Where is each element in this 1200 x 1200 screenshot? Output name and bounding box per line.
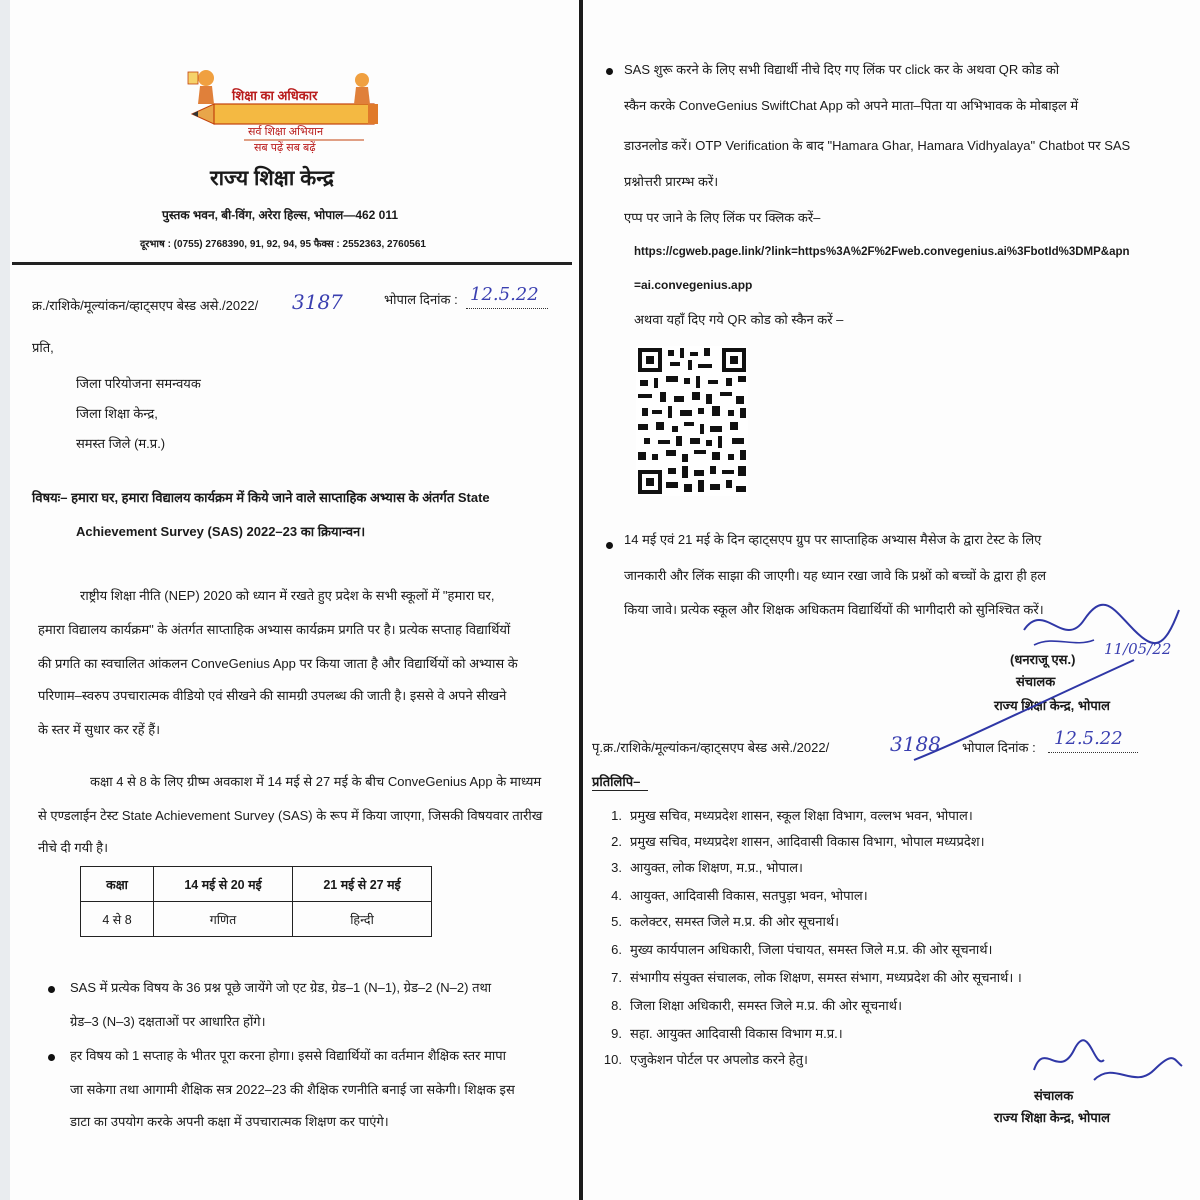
table-header: कक्षा [81,867,154,902]
list-item: 4. आयुक्त, आदिवासी विकास, सतपुड़ा भवन, भोपाल। [611,888,868,903]
para2-line-3: नीचे दी गयी है। [38,840,108,855]
logo-text: शिक्षा का अधिकार [232,88,318,103]
bullet2-line-3: डाटा का उपयोग करके अपनी कक्षा में उपचारात्मक शिक्षण कर पाएंगे। [70,1114,389,1129]
bullet3-line-4: प्रश्नोत्तरी प्रारम्भ करें। [624,174,719,189]
org-address: पुस्तक भवन, बी-विंग, अरेरा हिल्स, भोपाल—462 011 [162,208,399,222]
bullet4-line-3: किया जावे। प्रत्येक स्कूल और शिक्षक अधिकतम विद्यार्थियों की भागीदारी को सुनिश्चित करें। [624,602,1044,617]
schedule-table [80,866,432,937]
table-cell: हिन्दी [293,902,432,937]
para1-line-2: हमारा विद्यालय कार्यक्रम" के अंतर्गत साप्ताहिक अभ्यास कार्यक्रम प्रगति पर है। प्रत्येक सप्ताह विद्यार्थियों [38,622,511,637]
bullet1-line-1: SAS में प्रत्येक विषय के 36 प्रश्न पूछे जायेंगे जो एट ग्रेड, ग्रेड–1 (N–1), ग्रेड–2 (N–2) तथा [70,980,492,995]
list-item: 7. संभागीय संयुक्त संचालक, लोक शिक्षण, समस्त संभाग, मध्यप्रदेश की ओर सूचनार्थ। । [611,970,1022,985]
list-item: 6. मुख्य कार्यपालन अधिकारी, जिला पंचायत, समस्त जिले म.प्र. की ओर सूचनार्थ। [611,942,993,957]
bullet3-line-1: SAS शुरू करने के लिए सभी विद्यार्थी नीचे दिए गए लिंक पर click कर के अथवा QR कोड को [624,62,1060,77]
qr-code-icon[interactable] [636,346,748,496]
signatory-title: संचालक [1016,674,1056,689]
qr-intro: अथवा यहाँ दिए गये QR कोड को स्कैन करें – [634,312,844,327]
ref2-number-handwritten: 3188 [890,732,941,756]
list-item: 1. प्रमुख सचिव, मध्यप्रदेश शासन, स्कूल शिक्षा विभाग, वल्लभ भवन, भोपाल। [611,808,973,823]
bullet3-line-3: डाउनलोड करें। OTP Verification के बाद "Hamara Ghar, Hamara Vidhyalaya" Chatbot पर SAS [624,138,1131,153]
date-handwritten: 12.5.22 [470,284,539,305]
cc-heading: प्रतिलिपि– [592,774,641,789]
signature-date: 11/05/22 [1104,640,1172,658]
date2-handwritten: 12.5.22 [1054,728,1123,749]
date2-label: भोपाल दिनांक : [962,740,1036,755]
cc-heading-underline [592,790,648,791]
table-row [81,902,432,937]
para1-line-4: परिणाम–स्वरुप उपचारात्मक वीडियो एवं सीखने की सामग्री उपलब्ध की जाती है। इससे वे अपने सीखने [38,688,507,703]
list-item: 5. कलेक्टर, समस्त जिले म.प्र. की ओर सूचनार्थ। [611,914,840,929]
ref2-number: पृ.क्र./राशिके/मूल्यांकन/व्हाट्सएप बेस्ड असे./2022/ [592,740,830,755]
list-item: 10. एजुकेशन पोर्टल पर अपलोड करने हेतु। [603,1052,808,1067]
app-link-line-2[interactable]: =ai.convegenius.app [634,278,753,292]
table-header: 14 मई से 20 मई [154,867,293,902]
footer-org: राज्य शिक्षा केन्द्र, भोपाल [994,1110,1110,1125]
bullet-dot [48,1054,55,1061]
tagline-2: सब पढ़ें सब बढ़ें [254,142,316,154]
subject-line-2: Achievement Survey (SAS) 2022–23 का क्रियान्वन। [76,524,366,539]
para2-line-2: से एण्डलाईन टेस्ट State Achievement Survey (SAS) के रूप में किया जाएगा, जिसकी विषयवार तारीख [38,808,543,823]
table-header-row [81,867,432,902]
recipient-3: समस्त जिले (म.प्र.) [76,436,166,451]
para1-line-1: राष्ट्रीय शिक्षा नीति (NEP) 2020 को ध्यान में रखते हुए प्रदेश के सभी स्कूलों में "हमारा घर, [80,588,495,603]
bullet4-line-2: जानकारी और लिंक साझा की जाएगी। यह ध्यान रखा जावे कि प्रश्नों को बच्चों के द्वारा ही हल [624,568,1047,583]
right-page [584,0,1200,1200]
list-item: 8. जिला शिक्षा अधिकारी, समस्त जिले म.प्र. की ओर सूचनार्थ। [611,998,903,1013]
date-underline [466,308,548,309]
list-item: 3. आयुक्त, लोक शिक्षण, म.प्र., भोपाल। [611,860,803,875]
footer-title: संचालक [1034,1088,1074,1103]
link-intro: एप्प पर जाने के लिए लिंक पर क्लिक करें– [624,210,821,225]
recipient-2: जिला शिक्षा केन्द्र, [76,406,158,421]
app-link-line-1[interactable]: https://cgweb.page.link/?link=https%3A%2F%2Fweb.convegenius.ai%3FbotId%3DMP&apn [634,246,1130,258]
page-divider [579,0,583,1200]
ref-number-handwritten: 3187 [292,290,343,314]
table-cell: गणित [154,902,293,937]
table-cell: 4 से 8 [81,902,154,937]
list-item: 9. सहा. आयुक्त आदिवासी विकास विभाग म.प्र.। [611,1026,843,1041]
prati-label: प्रति, [32,340,54,355]
scan-edge [0,0,10,1200]
bullet4-line-1: 14 मई एवं 21 मई के दिन व्हाट्सएप ग्रुप पर साप्ताहिक अभ्यास मैसेज के द्वारा टेस्ट के लिए [624,532,1042,547]
subject-line-1: विषयः– हमारा घर, हमारा विद्यालय कार्यक्रम में किये जाने वाले साप्ताहिक अभ्यास के अंतर्गत State [32,490,490,505]
ref-number: क्र./राशिके/मूल्यांकन/व्हाट्सएप बेस्ड असे./2022/ [32,298,259,313]
org-name: राज्य शिक्षा केन्द्र [210,167,334,190]
bullet-dot [606,542,613,549]
list-item: 2. प्रमुख सचिव, मध्यप्रदेश शासन, आदिवासी विकास विभाग, भोपाल मध्यप्रदेश। [611,834,985,849]
bullet3-line-2: स्कैन करके ConveGenius SwiftChat App को अपने माता–पिता या अभिभावक के मोबाइल में [624,98,1079,113]
org-phone: दूरभाष : (0755) 2768390, 91, 92, 94, 95 फैक्स : 2552363, 2760561 [140,239,426,250]
table-header: 21 मई से 27 मई [293,867,432,902]
signatory-org: राज्य शिक्षा केन्द्र, भोपाल [994,698,1110,713]
bullet1-line-2: ग्रेड–3 (N–3) दक्षताओं पर आधारित होंगे। [70,1014,266,1029]
date2-underline [1048,752,1138,753]
recipient-1: जिला परियोजना समन्वयक [76,376,201,391]
bullet-dot [606,68,613,75]
date-label: भोपाल दिनांक : [384,292,458,307]
para1-line-5: के स्तर में सुधार कर रहें हैं। [38,722,161,737]
signatory-name: (धनराजू एस.) [1010,652,1076,667]
tagline-1: सर्व शिक्षा अभियान [248,126,324,138]
left-page [0,0,578,1200]
bullet-dot [48,986,55,993]
bullet2-line-1: हर विषय को 1 सप्ताह के भीतर पूरा करना होगा। इससे विद्यार्थियों का वर्तमान शैक्षिक स्तर मापा [70,1048,506,1063]
para1-line-3: की प्रगति का स्वचालित आंकलन ConveGenius App पर किया जाता है और विद्यार्थियों को अभ्यास के [38,656,518,671]
bullet2-line-2: जा सकेगा तथा आगामी शैक्षिक सत्र 2022–23 की शैक्षिक रणनीति बनाई जा सकेगी। शिक्षक इस [70,1082,515,1097]
para2-line-1: कक्षा 4 से 8 के लिए ग्रीष्म अवकाश में 14 मई से 27 मई के बीच ConveGenius App के माध्यम [90,774,542,789]
header-rule [12,262,572,265]
